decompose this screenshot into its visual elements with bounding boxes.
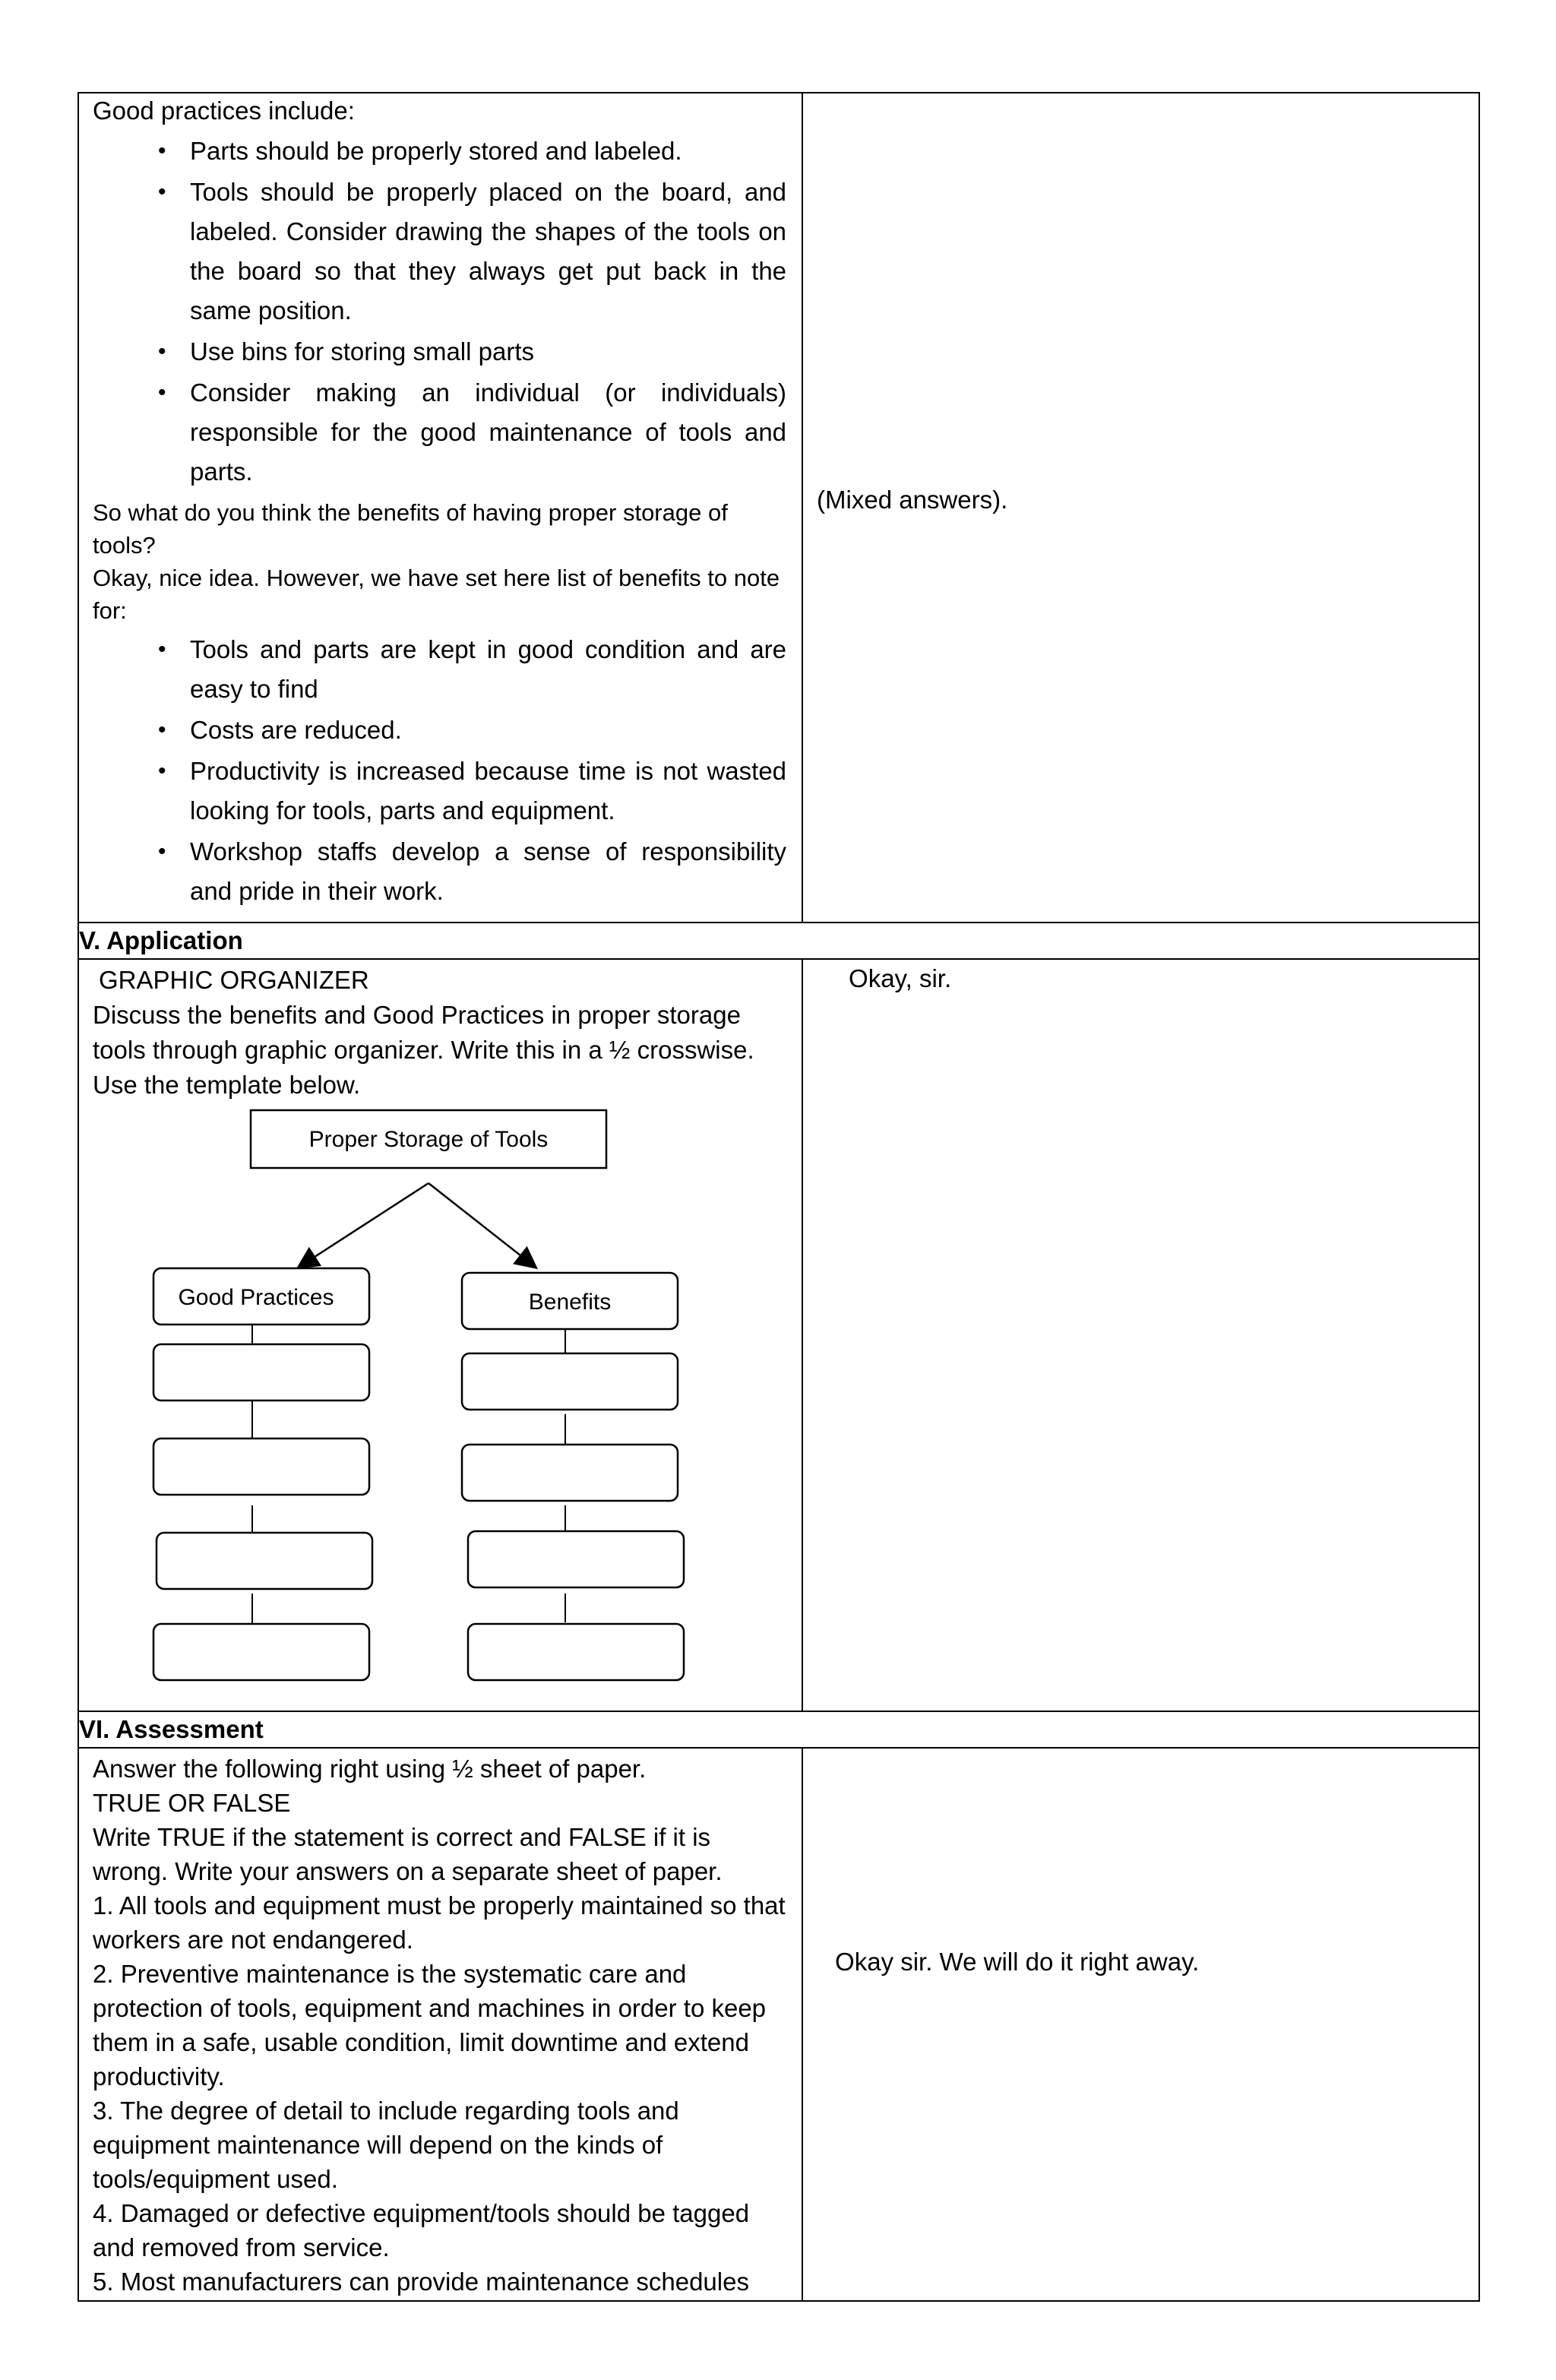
- bullet-icon: •: [158, 717, 166, 742]
- student-cell-application: [802, 959, 1479, 1711]
- right-arrow: [429, 1183, 535, 1267]
- application-heading: V. Application: [78, 923, 1479, 959]
- list-item: • Productivity is increased because time is not wasted looking for tools, parts and equipment.: [93, 752, 786, 831]
- list-item: • Tools and parts are kept in good condition and are easy to find: [93, 630, 786, 709]
- graphic-organizer: [79, 1103, 802, 1711]
- bullet-icon: •: [158, 839, 166, 864]
- list-item: • Workshop staffs develop a sense of responsibility and pride in their work.: [93, 832, 786, 911]
- teacher-cell-application: [78, 959, 802, 1711]
- good-practice-blank-1: [153, 1344, 369, 1400]
- list-item: • Tools should be properly placed on the board, and labeled. Consider drawing the shapes of the tools on the board so that they always get put back in the same position.: [93, 172, 786, 331]
- bullet-icon: •: [158, 179, 166, 204]
- application-heading-row: [78, 923, 1479, 959]
- left-arrow: [299, 1183, 429, 1267]
- benefits-question: So what do you think the benefits of having proper storage of tools?: [93, 499, 728, 559]
- student-answer-okay: Okay, sir.: [849, 964, 952, 992]
- teacher-cell-storage: [78, 93, 802, 923]
- benefit-blank-4: [468, 1624, 684, 1680]
- student-cell-storage: [802, 93, 1479, 923]
- good-practice-blank-2: [153, 1438, 369, 1495]
- application-row: [78, 959, 1479, 1711]
- storage-row: [78, 93, 1479, 923]
- bullet-icon: •: [158, 758, 166, 783]
- assessment-item: 4. Damaged or defective equipment/tools should be tagged and removed from service.: [93, 2199, 750, 2261]
- assessment-line: Answer the following right using ½ sheet of paper.: [93, 1755, 647, 1783]
- good-practices-intro: Good practices include:: [93, 97, 355, 125]
- assessment-item: 3. The degree of detail to include regarding tools and equipment maintenance will depend on the kinds of tools/equipment used.: [93, 2097, 679, 2193]
- assessment-heading: VI. Assessment: [78, 1711, 1479, 1748]
- organizer-instructions: Discuss the benefits and Good Practices in proper storage tools through graphic organizer. Write this in a ½ crosswise. Use the template below.: [93, 1001, 754, 1099]
- list-item: • Costs are reduced.: [93, 711, 786, 750]
- assessment-item: 2. Preventive maintenance is the systematic care and protection of tools, equipment and machines in order to keep them in a safe, usable condition, limit downtime and extend productivity.: [93, 1960, 767, 2090]
- assessment-row: [78, 1748, 1479, 2301]
- bullet-icon: •: [158, 138, 166, 163]
- assessment-line: TRUE OR FALSE: [93, 1789, 291, 1817]
- benefit-blank-2: [462, 1445, 678, 1501]
- list-item: • Consider making an individual (or individuals) responsible for the good maintenance of tools and parts.: [93, 373, 786, 492]
- lesson-plan-table: [77, 92, 1480, 2302]
- assessment-item: 1. All tools and equipment must be properly maintained so that workers are not endangered.: [93, 1891, 786, 1954]
- good-practices-label: Good Practices: [178, 1285, 334, 1310]
- root-label: Proper Storage of Tools: [308, 1127, 549, 1152]
- bullet-icon: •: [158, 637, 166, 662]
- teacher-cell-assessment: [78, 1748, 802, 2301]
- benefits-label: Benefits: [528, 1290, 612, 1315]
- student-answer-mixed: (Mixed answers).: [817, 486, 1008, 514]
- list-item: • Parts should be properly stored and labeled.: [93, 131, 786, 171]
- graphic-organizer-svg: [79, 1103, 801, 1711]
- good-practice-blank-4: [153, 1624, 369, 1680]
- assessment-item: 5. Most manufacturers can provide maintenance schedules: [93, 2268, 749, 2296]
- benefits-list: [93, 630, 786, 911]
- student-cell-assessment: [802, 1748, 1479, 2301]
- benefit-blank-1: [462, 1353, 678, 1410]
- good-practice-blank-3: [157, 1533, 372, 1589]
- good-practices-list: [93, 131, 786, 492]
- assessment-heading-row: [78, 1711, 1479, 1748]
- bullet-icon: •: [158, 339, 166, 364]
- list-item: • Use bins for storing small parts: [93, 332, 786, 372]
- organizer-title: GRAPHIC ORGANIZER: [99, 966, 369, 994]
- benefits-response: Okay, nice idea. However, we have set here list of benefits to note for:: [93, 565, 780, 624]
- benefit-blank-3: [468, 1531, 684, 1587]
- assessment-line: Write TRUE if the statement is correct and FALSE if it is wrong. Write your answers on a separate sheet of paper.: [93, 1823, 723, 1885]
- student-answer-assessment: Okay sir. We will do it right away.: [835, 1948, 1200, 1976]
- bullet-icon: •: [158, 380, 166, 405]
